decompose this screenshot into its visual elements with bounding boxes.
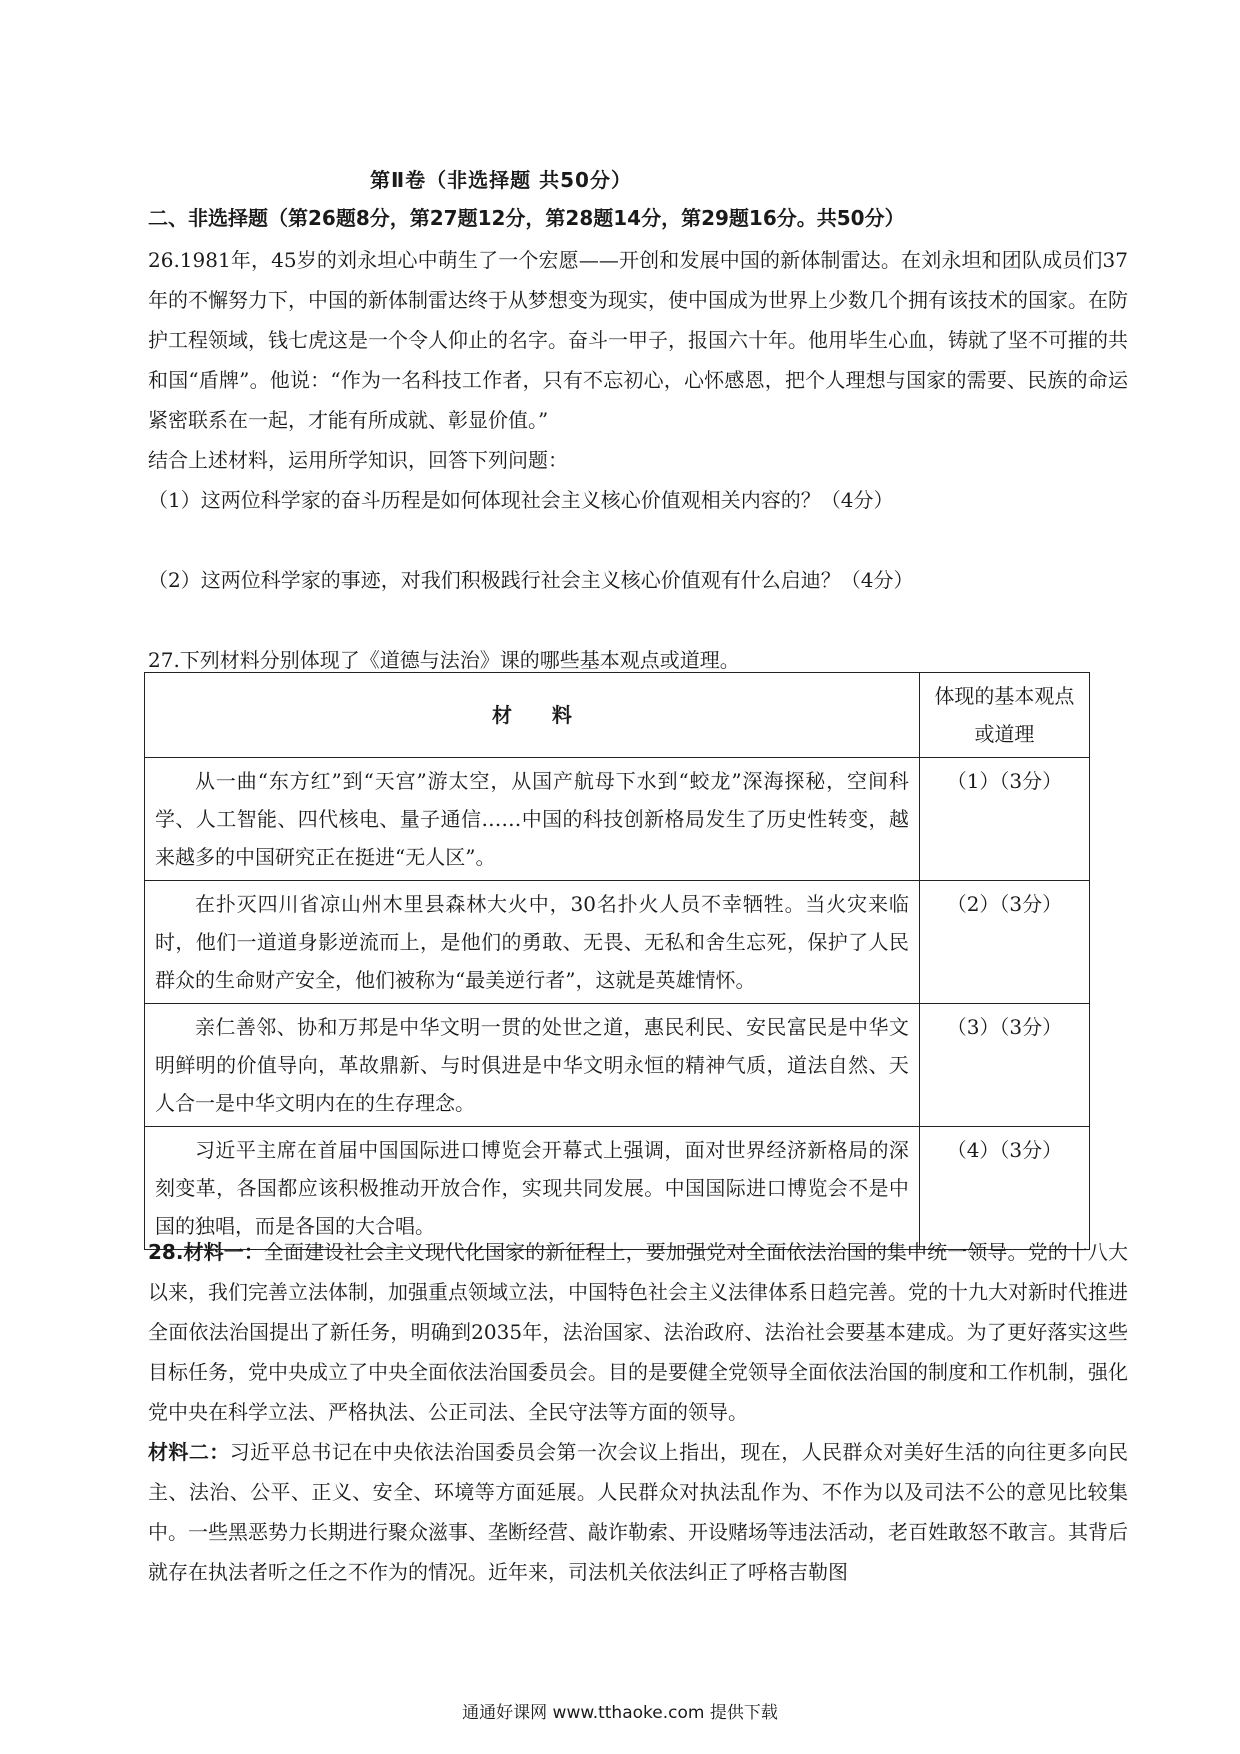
row-1-material: 从一曲“东方红”到“天宫”游太空，从国产航母下水到“蛟龙”深海探秘，空间科学、人工智能、四代核电、量子通信……中国的科技创新格局发生了历史性转变，越来越多的中国研究正在挺进“无人区”。 — [145, 758, 920, 881]
q26-instruction: 结合上述材料，运用所学知识，回答下列问题： — [148, 448, 568, 472]
q28-material-2-text: 习近平总书记在中央依法治国委员会第一次会议上指出，现在，人民群众对美好生活的向往更多向民主、法治、公平、正义、安全、环境等方面延展。人民群众对执法乱作为、不作为以及司法不公的意见比较集中。一些黑恶势力长期进行聚众滋事、垄断经营、敲诈勒索、开设赌场等违法活动，老百姓敢怒不敢言。其背后就存在执法者听之任之不作为的情况。近年来，司法机关依法纠正了呼格吉勒图 — [148, 1440, 1129, 1584]
page-footer: 通通好课网 www.tthaoke.com 提供下载 — [462, 1703, 778, 1723]
q26-material: 26.1981年，45岁的刘永坦心中萌生了一个宏愿——开创和发展中国的新体制雷达。在刘永坦和团队成员们37年的不懈努力下，中国的新体制雷达终于从梦想变为现实，使中国成为世界上少数几个拥有该技术的国家。在防护工程领域，钱七虎这是一个令人仰止的名字。奋斗一甲子，报国六十年。他用毕生心血，铸就了坚不可摧的共和国“盾牌”。他说：“作为一名科技工作者，只有不忘初心，心怀感恩，把个人理想与国家的需要、民族的命运紧密联系在一起，才能有所成就、彰显价值。” — [148, 248, 1128, 432]
row-3-material: 亲仁善邻、协和万邦是中华文明一贯的处世之道，惠民利民、安民富民是中华文明鲜明的价值导向，革故鼎新、与时俱进是中华文明永恒的精神气质，道法自然、天人合一是中华文明内在的生存理念。 — [145, 1004, 920, 1127]
q28-material-1-label: 28.材料一： — [148, 1240, 264, 1264]
table-row — [145, 758, 1090, 881]
q26-subquestion-1: （1）这两位科学家的奋斗历程是如何体现社会主义核心价值观相关内容的？（4分） — [148, 488, 894, 512]
q28-material-2-label: 材料二： — [148, 1440, 230, 1464]
row-1-view: （1）（3分） — [919, 758, 1089, 881]
row-4-material: 习近平主席在首届中国国际进口博览会开幕式上强调，面对世界经济新格局的深刻变革，各国都应该积极推动开放合作，实现共同发展。中国国际进口博览会不是中国的独唱，而是各国的大合唱。 — [145, 1127, 920, 1250]
row-4-view: （4）（3分） — [919, 1127, 1089, 1250]
row-2-material: 在扑灭四川省凉山州木里县森林大火中，30名扑火人员不幸牺牲。当火灾来临时，他们一道道身影逆流而上，是他们的勇敢、无畏、无私和舍生忘死，保护了人民群众的生命财产安全，他们被称为“最美逆行者”，这就是英雄情怀。 — [145, 881, 920, 1004]
q26-subquestion-2: （2）这两位科学家的事迹，对我们积极践行社会主义核心价值观有什么启迪？（4分） — [148, 568, 914, 592]
q28-material-1-text: 全面建设社会主义现代化国家的新征程上，要加强党对全面依法治国的集中统一领导。党的十八大以来，我们完善立法体制，加强重点领域立法，中国特色社会主义法律体系日趋完善。党的十九大对新时代推进全面依法治国提出了新任务，明确到2035年，法治国家、法治政府、法治社会要基本建成。为了更好落实这些目标任务，党中央成立了中央全面依法治国委员会。目的是要健全党领导全面依法治国的制度和工作机制，强化党中央在科学立法、严格执法、公正司法、全民守法等方面的领导。 — [148, 1240, 1128, 1424]
q28-material-1 — [148, 1232, 1128, 1432]
table-row — [145, 881, 1090, 1004]
header-view: 体现的基本观点或道理 — [919, 673, 1089, 758]
part-title: 二、非选择题（第26题8分，第27题12分，第28题14分，第29题16分。共50分） — [148, 206, 905, 230]
question-26 — [148, 240, 1128, 480]
row-2-view: （2）（3分） — [919, 881, 1089, 1004]
question-27-stem: 27.下列材料分别体现了《道德与法治》课的哪些基本观点或道理。 — [148, 648, 740, 672]
q28-material-2 — [148, 1432, 1128, 1592]
q27-material-table — [144, 672, 1090, 1250]
row-3-view: （3）（3分） — [919, 1004, 1089, 1127]
table-header-row — [145, 673, 1090, 758]
question-28 — [148, 1232, 1128, 1592]
header-material: 材 料 — [145, 673, 920, 758]
table-row — [145, 1004, 1090, 1127]
section-title: 第Ⅱ卷（非选择题 共50分） — [370, 168, 632, 192]
